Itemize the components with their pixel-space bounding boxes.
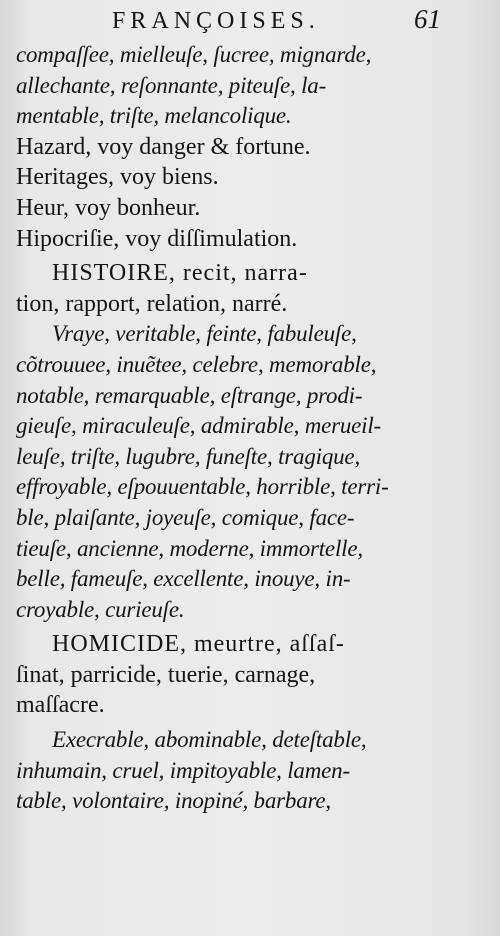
running-head bbox=[0, 2, 500, 36]
text-line: allechante, reſonnante, piteuſe, la- bbox=[16, 72, 327, 98]
text-line: notable, remarquable, eſtrange, prodi- bbox=[16, 382, 363, 408]
text-line: effroyable, eſpouuentable, horrible, terri- bbox=[16, 474, 389, 500]
text-line: table, volontaire, inopiné, barbare, bbox=[16, 788, 331, 814]
entry-line: Heritages, voy biens. bbox=[16, 164, 219, 191]
text-line: mentable, triſte, melancolique. bbox=[16, 103, 292, 129]
text-line: croyable, curieuſe. bbox=[16, 596, 185, 622]
entry-line: Hipocriſie, voy diſſimulation. bbox=[16, 225, 298, 252]
entry-heading-homicide: HOMICIDE, meurtre, aſſaſ- bbox=[52, 631, 345, 658]
text-line: cõtrouuee, inuẽtee, celebre, memorable, bbox=[16, 351, 377, 377]
text-line: leuſe, triſte, lugubre, funeſte, tragique, bbox=[16, 443, 360, 469]
text-line: ble, plaiſante, joyeuſe, comique, face- bbox=[16, 504, 355, 530]
text-line: Vraye, veritable, feinte, fabuleuſe, bbox=[52, 321, 357, 347]
text-line: inhumain, cruel, impitoyable, lamen- bbox=[16, 757, 350, 783]
text-line: Execrable, abominable, deteſtable, bbox=[52, 727, 367, 753]
entry-line: Heur, voy bonheur. bbox=[16, 194, 201, 221]
text-line: maſſacre. bbox=[16, 692, 105, 719]
text-line: compaſſee, mielleuſe, ſucree, mignarde, bbox=[16, 42, 372, 67]
entry-heading-histoire: HISTOIRE, recit, narra- bbox=[52, 260, 308, 287]
text-line: belle, fameuſe, excellente, inouye, in- bbox=[16, 566, 351, 592]
text-line: gieuſe, miraculeuſe, admirable, merueil- bbox=[16, 413, 382, 439]
text-block bbox=[16, 40, 466, 817]
text-line: tieuſe, ancienne, moderne, immortelle, bbox=[16, 535, 363, 561]
page-number: 61 bbox=[414, 4, 441, 34]
entry-line: Hazard, voy danger & fortune. bbox=[16, 133, 311, 160]
text-line: ſinat, parricide, tuerie, carnage, bbox=[16, 661, 316, 688]
running-title: FRANÇOISES. bbox=[112, 8, 320, 34]
text-line: tion, rapport, relation, narré. bbox=[16, 290, 288, 317]
